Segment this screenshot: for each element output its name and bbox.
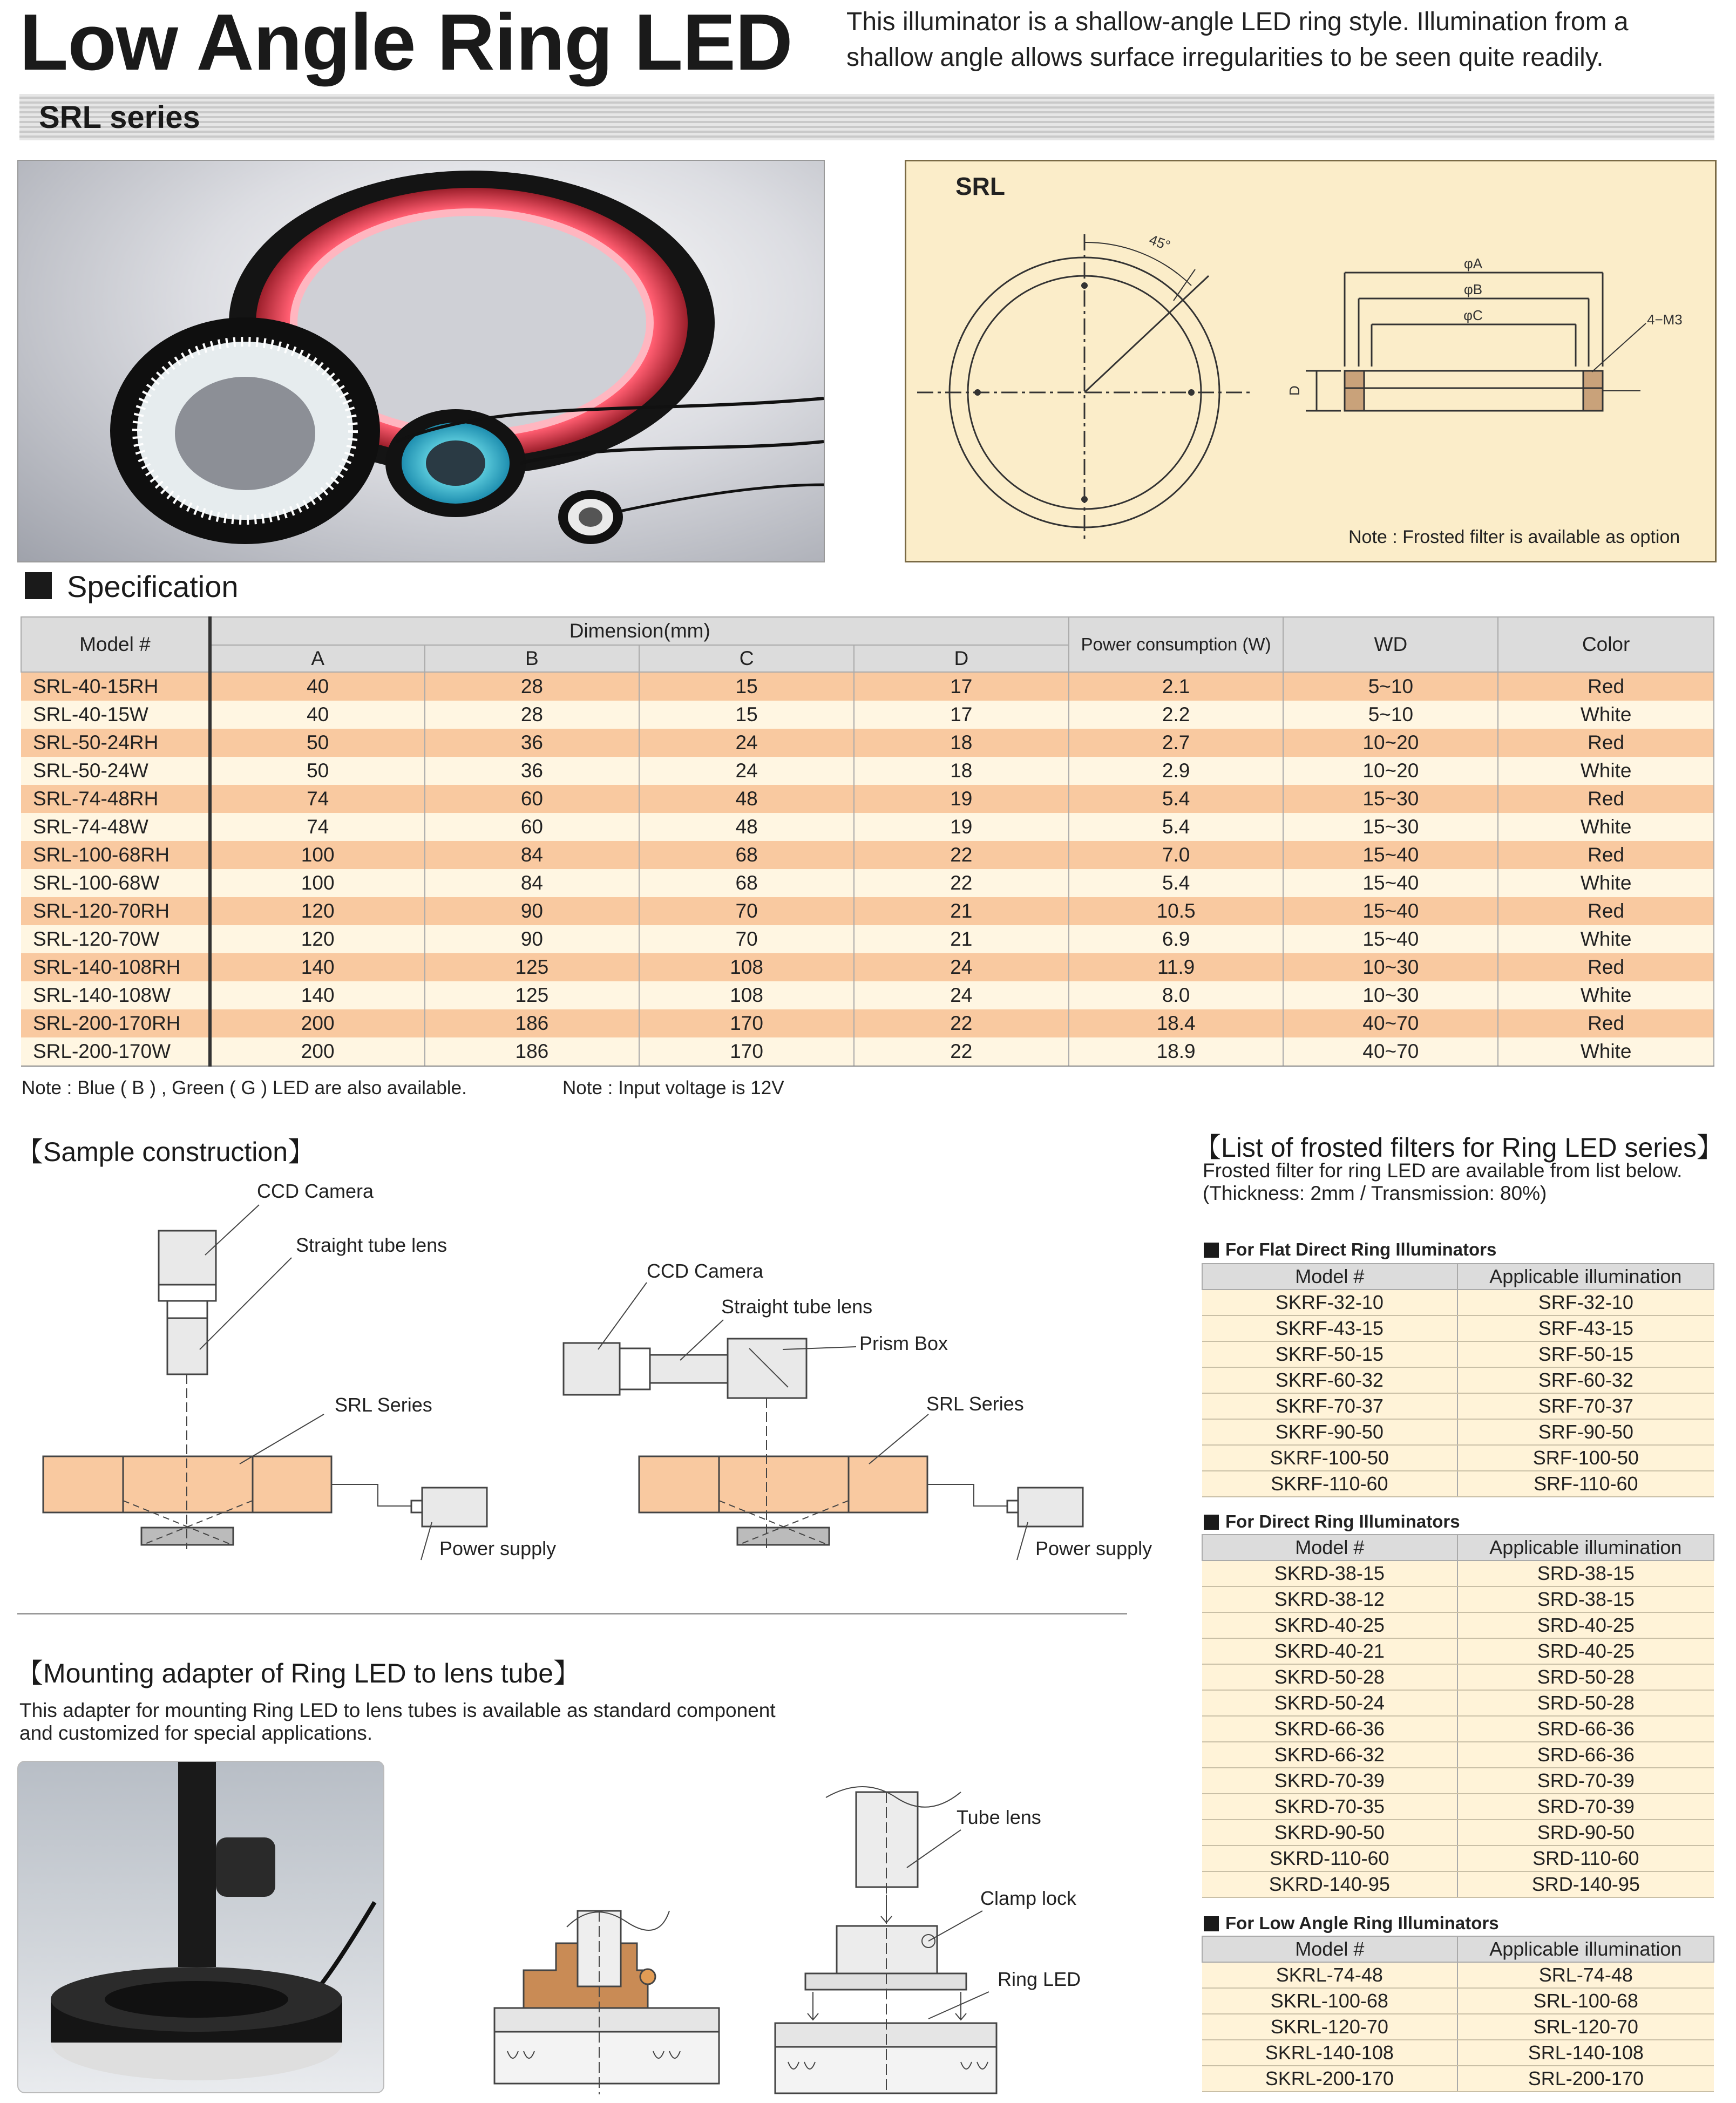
- spec-cell: 48: [639, 785, 854, 813]
- spec-cell: 90: [425, 925, 640, 953]
- spec-cell: 140: [210, 953, 425, 981]
- spec-cell: 18.4: [1069, 1009, 1284, 1037]
- spec-cell: 40: [210, 672, 425, 701]
- spec-cell: White: [1498, 813, 1714, 841]
- dim-c-label: φC: [1463, 307, 1483, 323]
- filter-applicable-cell: SRD-40-25: [1457, 1612, 1714, 1638]
- section-divider: [17, 1613, 1127, 1614]
- spec-cell: 100: [210, 841, 425, 869]
- filters-heading: 【List of frosted filters for Ring LED series】: [1194, 1132, 1724, 1163]
- spec-row: [21, 981, 1714, 1009]
- filter-applicable-cell: SRF-43-15: [1457, 1315, 1714, 1341]
- filter-table-low-angle: [1202, 1936, 1714, 2092]
- col-power: Power consumption (W): [1069, 617, 1284, 672]
- filter-row: [1202, 1393, 1714, 1419]
- spec-cell: 84: [425, 841, 640, 869]
- spec-model-cell: SRL-40-15RH: [21, 672, 210, 701]
- spec-cell: 2.9: [1069, 757, 1284, 785]
- filter-model-cell: SKRF-70-37: [1202, 1393, 1457, 1419]
- spec-cell: Red: [1498, 1009, 1714, 1037]
- filter-table-direct: [1202, 1534, 1714, 1898]
- drawing-title: SRL: [955, 172, 1005, 200]
- filter-col-applicable: Applicable illumination: [1457, 1264, 1714, 1290]
- spec-cell: 70: [639, 925, 854, 953]
- filter-applicable-cell: SRF-90-50: [1457, 1419, 1714, 1445]
- filters-desc-line: Frosted filter for ring LED are available from list below.: [1203, 1159, 1683, 1182]
- clamp-lock-label: Clamp lock: [980, 1887, 1077, 1909]
- tube-lens-label-2: Straight tube lens: [721, 1295, 873, 1318]
- spec-cell: 10~20: [1283, 757, 1498, 785]
- spec-cell: 6.9: [1069, 925, 1284, 953]
- spec-model-cell: SRL-140-108W: [21, 981, 210, 1009]
- spec-note-colors: Note : Blue ( B ) , Green ( G ) LED are also available.: [22, 1077, 467, 1098]
- spec-cell: Red: [1498, 729, 1714, 757]
- filter-col-applicable: Applicable illumination: [1457, 1936, 1714, 1962]
- spec-cell: 170: [639, 1009, 854, 1037]
- spec-model-cell: SRL-120-70RH: [21, 897, 210, 925]
- mounting-diagram: [486, 1781, 1134, 2100]
- filter-model-cell: SKRD-40-25: [1202, 1612, 1457, 1638]
- tube-lens-label: Straight tube lens: [296, 1234, 447, 1256]
- spec-model-cell: SRL-120-70W: [21, 925, 210, 953]
- spec-cell: 40~70: [1283, 1037, 1498, 1066]
- filter-applicable-cell: SRL-100-68: [1457, 1988, 1714, 2014]
- col-model: Model #: [21, 617, 210, 672]
- spec-model-cell: SRL-200-170W: [21, 1037, 210, 1066]
- filter-model-cell: SKRF-50-15: [1202, 1341, 1457, 1367]
- group-bullet-icon: [1204, 1515, 1219, 1530]
- filter-applicable-cell: SRF-60-32: [1457, 1367, 1714, 1393]
- srl-outline-drawing: [906, 161, 1715, 561]
- spec-row: [21, 729, 1714, 757]
- col-c: C: [639, 645, 854, 672]
- spec-cell: White: [1498, 981, 1714, 1009]
- filter-col-model: Model #: [1202, 1264, 1457, 1290]
- spec-cell: 70: [639, 897, 854, 925]
- spec-cell: 90: [425, 897, 640, 925]
- spec-cell: 84: [425, 869, 640, 897]
- spec-cell: 68: [639, 841, 854, 869]
- spec-cell: 74: [210, 813, 425, 841]
- spec-cell: 15~40: [1283, 869, 1498, 897]
- spec-cell: 22: [854, 1037, 1069, 1066]
- spec-cell: 5~10: [1283, 701, 1498, 729]
- filter-model-cell: SKRL-200-170: [1202, 2066, 1457, 2092]
- spec-cell: 140: [210, 981, 425, 1009]
- spec-row: [21, 813, 1714, 841]
- col-d: D: [854, 645, 1069, 672]
- filter-applicable-cell: SRL-140-108: [1457, 2040, 1714, 2066]
- spec-cell: 24: [854, 981, 1069, 1009]
- col-b: B: [425, 645, 640, 672]
- filter-row: [1202, 1290, 1714, 1315]
- spec-cell: 200: [210, 1037, 425, 1066]
- filter-model-cell: SKRD-50-24: [1202, 1690, 1457, 1716]
- spec-cell: 48: [639, 813, 854, 841]
- spec-cell: 50: [210, 729, 425, 757]
- filter-row: [1202, 1471, 1714, 1497]
- filter-row: [1202, 1367, 1714, 1393]
- filter-model-cell: SKRD-70-39: [1202, 1768, 1457, 1794]
- dim-b-label: φB: [1463, 281, 1483, 297]
- filter-model-cell: SKRD-50-28: [1202, 1664, 1457, 1690]
- spec-cell: 5.4: [1069, 813, 1284, 841]
- spec-cell: 15: [639, 672, 854, 701]
- prism-box-label: Prism Box: [859, 1332, 948, 1354]
- mount-adapter-illustration: [18, 1762, 383, 2092]
- filter-applicable-cell: SRD-38-15: [1457, 1586, 1714, 1612]
- filters-description: [1203, 1159, 1710, 1205]
- spec-row: [21, 953, 1714, 981]
- filter-row: [1202, 1445, 1714, 1471]
- filter-model-cell: SKRF-100-50: [1202, 1445, 1457, 1471]
- filter-applicable-cell: SRD-90-50: [1457, 1820, 1714, 1846]
- filter-row: [1202, 1794, 1714, 1820]
- spec-cell: 17: [854, 701, 1069, 729]
- filter-row: [1202, 1768, 1714, 1794]
- dim-d-label: D: [1286, 385, 1303, 396]
- mounting-description: This adapter for mounting Ring LED to lens tubes is available as standard component and customized for special applications.: [19, 1699, 776, 1744]
- filter-applicable-cell: SRF-100-50: [1457, 1445, 1714, 1471]
- filter-row: [1202, 2066, 1714, 2092]
- filter-applicable-cell: SRD-38-15: [1457, 1561, 1714, 1586]
- spec-heading: Specification: [67, 569, 239, 603]
- filter-applicable-cell: SRD-70-39: [1457, 1768, 1714, 1794]
- spec-cell: 186: [425, 1009, 640, 1037]
- filter-table-flat: [1202, 1263, 1714, 1497]
- spec-cell: 36: [425, 729, 640, 757]
- spec-cell: 24: [854, 953, 1069, 981]
- spec-row: [21, 869, 1714, 897]
- spec-row: [21, 785, 1714, 813]
- spec-cell: 186: [425, 1037, 640, 1066]
- filter-applicable-cell: SRD-40-25: [1457, 1638, 1714, 1664]
- spec-cell: 108: [639, 981, 854, 1009]
- spec-row: [21, 897, 1714, 925]
- filter-applicable-cell: SRD-140-95: [1457, 1871, 1714, 1897]
- ccd-camera-label-2: CCD Camera: [647, 1260, 764, 1282]
- spec-cell: White: [1498, 869, 1714, 897]
- spec-cell: 68: [639, 869, 854, 897]
- dim-a-label: φA: [1463, 255, 1483, 272]
- product-photo: [17, 160, 825, 562]
- spec-cell: 18.9: [1069, 1037, 1284, 1066]
- col-color: Color: [1498, 617, 1714, 672]
- spec-cell: 10~30: [1283, 953, 1498, 981]
- spec-cell: Red: [1498, 897, 1714, 925]
- spec-cell: 21: [854, 925, 1069, 953]
- filter-row: [1202, 1612, 1714, 1638]
- col-wd: WD: [1283, 617, 1498, 672]
- spec-cell: 5.4: [1069, 869, 1284, 897]
- spec-cell: 15~30: [1283, 813, 1498, 841]
- ring-led-label: Ring LED: [998, 1968, 1081, 1990]
- srl-series-label-2: SRL Series: [926, 1393, 1024, 1415]
- spec-cell: 28: [425, 701, 640, 729]
- spec-cell: 125: [425, 953, 640, 981]
- spec-cell: 200: [210, 1009, 425, 1037]
- spec-cell: 2.1: [1069, 672, 1284, 701]
- spec-cell: Red: [1498, 785, 1714, 813]
- spec-cell: 22: [854, 841, 1069, 869]
- spec-cell: 5~10: [1283, 672, 1498, 701]
- filter-model-cell: SKRD-90-50: [1202, 1820, 1457, 1846]
- filter-model-cell: SKRD-140-95: [1202, 1871, 1457, 1897]
- spec-model-cell: SRL-50-24W: [21, 757, 210, 785]
- filter-model-cell: SKRD-110-60: [1202, 1846, 1457, 1871]
- filter-applicable-cell: SRF-70-37: [1457, 1393, 1714, 1419]
- spec-cell: 22: [854, 1009, 1069, 1037]
- filter-applicable-cell: SRD-66-36: [1457, 1716, 1714, 1742]
- spec-cell: 120: [210, 897, 425, 925]
- spec-cell: 170: [639, 1037, 854, 1066]
- spec-cell: 18: [854, 729, 1069, 757]
- spec-cell: 15~30: [1283, 785, 1498, 813]
- group-title-direct: For Direct Ring Illuminators: [1225, 1511, 1460, 1531]
- filter-model-cell: SKRF-32-10: [1202, 1290, 1457, 1315]
- filter-model-cell: SKRD-38-15: [1202, 1561, 1457, 1586]
- group-bullet-icon: [1204, 1916, 1219, 1931]
- filter-model-cell: SKRL-100-68: [1202, 1988, 1457, 2014]
- spec-cell: 24: [639, 757, 854, 785]
- spec-cell: 15: [639, 701, 854, 729]
- srl-series-label: SRL Series: [335, 1394, 432, 1416]
- filter-row: [1202, 1419, 1714, 1445]
- tube-lens-mount-label: Tube lens: [957, 1806, 1041, 1828]
- spec-cell: 17: [854, 672, 1069, 701]
- filter-row: [1202, 1341, 1714, 1367]
- spec-model-cell: SRL-100-68W: [21, 869, 210, 897]
- drawing-note: Note : Frosted filter is available as option: [1348, 527, 1680, 547]
- spec-cell: Red: [1498, 672, 1714, 701]
- filter-applicable-cell: SRF-32-10: [1457, 1290, 1714, 1315]
- filter-row: [1202, 1962, 1714, 1988]
- filter-row: [1202, 1846, 1714, 1871]
- filter-row: [1202, 1690, 1714, 1716]
- spec-cell: Red: [1498, 953, 1714, 981]
- filter-row: [1202, 1638, 1714, 1664]
- spec-table: [21, 616, 1714, 1067]
- filter-row: [1202, 2014, 1714, 2040]
- group-bullet-icon: [1204, 1243, 1219, 1258]
- spec-model-cell: SRL-74-48RH: [21, 785, 210, 813]
- filter-row: [1202, 1315, 1714, 1341]
- spec-cell: 10.5: [1069, 897, 1284, 925]
- filter-model-cell: SKRD-66-32: [1202, 1742, 1457, 1768]
- filter-row: [1202, 1742, 1714, 1768]
- filter-model-cell: SKRD-70-35: [1202, 1794, 1457, 1820]
- series-label: SRL series: [39, 100, 200, 135]
- spec-cell: 7.0: [1069, 841, 1284, 869]
- spec-model-cell: SRL-140-108RH: [21, 953, 210, 981]
- spec-row: [21, 925, 1714, 953]
- sample-construction-heading: 【Sample construction】: [16, 1137, 315, 1167]
- spec-cell: 15~40: [1283, 925, 1498, 953]
- mounting-heading: 【Mounting adapter of Ring LED to lens tube】: [16, 1658, 581, 1688]
- power-supply-label-2: Power supply: [1035, 1537, 1152, 1559]
- filter-row: [1202, 1586, 1714, 1612]
- spec-cell: 100: [210, 869, 425, 897]
- spec-cell: 120: [210, 925, 425, 953]
- spec-row: [21, 757, 1714, 785]
- ring-leds-illustration: [18, 161, 824, 561]
- col-a: A: [210, 645, 425, 672]
- filter-applicable-cell: SRD-70-39: [1457, 1794, 1714, 1820]
- spec-model-cell: SRL-100-68RH: [21, 841, 210, 869]
- spec-cell: 74: [210, 785, 425, 813]
- filter-applicable-cell: SRL-74-48: [1457, 1962, 1714, 1988]
- filter-row: [1202, 1820, 1714, 1846]
- spec-note-voltage: Note : Input voltage is 12V: [562, 1077, 784, 1098]
- filter-model-cell: SKRL-74-48: [1202, 1962, 1457, 1988]
- series-banner: [19, 94, 1714, 140]
- spec-row: [21, 672, 1714, 701]
- spec-cell: 40~70: [1283, 1009, 1498, 1037]
- angle-label: 45°: [1147, 231, 1173, 254]
- spec-cell: 2.7: [1069, 729, 1284, 757]
- spec-cell: 125: [425, 981, 640, 1009]
- filter-row: [1202, 1988, 1714, 2014]
- intro-text: This illuminator is a shallow-angle LED ring style. Illumination from a shallow angle allows surface irregularities to be seen quite readily.: [846, 8, 1629, 72]
- filter-model-cell: SKRF-90-50: [1202, 1419, 1457, 1445]
- spec-cell: 21: [854, 897, 1069, 925]
- spec-cell: 8.0: [1069, 981, 1284, 1009]
- spec-cell: 19: [854, 813, 1069, 841]
- filter-applicable-cell: SRD-110-60: [1457, 1846, 1714, 1871]
- spec-model-cell: SRL-200-170RH: [21, 1009, 210, 1037]
- filter-applicable-cell: SRD-50-28: [1457, 1664, 1714, 1690]
- filter-col-model: Model #: [1202, 1535, 1457, 1561]
- spec-row: [21, 1037, 1714, 1066]
- power-supply-label: Power supply: [439, 1537, 557, 1559]
- spec-cell: White: [1498, 925, 1714, 953]
- filter-applicable-cell: SRF-50-15: [1457, 1341, 1714, 1367]
- filter-model-cell: SKRD-66-36: [1202, 1716, 1457, 1742]
- spec-cell: 19: [854, 785, 1069, 813]
- filter-model-cell: SKRF-43-15: [1202, 1315, 1457, 1341]
- filter-applicable-cell: SRL-200-170: [1457, 2066, 1714, 2092]
- spec-cell: White: [1498, 701, 1714, 729]
- spec-model-cell: SRL-50-24RH: [21, 729, 210, 757]
- spec-cell: 50: [210, 757, 425, 785]
- group-title-flat: For Flat Direct Ring Illuminators: [1225, 1239, 1497, 1259]
- filter-row: [1202, 1716, 1714, 1742]
- spec-cell: 2.2: [1069, 701, 1284, 729]
- spec-cell: 60: [425, 785, 640, 813]
- spec-row: [21, 1009, 1714, 1037]
- section-bullet-icon: [25, 572, 52, 599]
- spec-cell: White: [1498, 757, 1714, 785]
- col-dimension: Dimension(mm): [210, 617, 1069, 645]
- spec-cell: 40: [210, 701, 425, 729]
- filter-model-cell: SKRD-40-21: [1202, 1638, 1457, 1664]
- spec-cell: 15~40: [1283, 897, 1498, 925]
- filter-applicable-cell: SRF-110-60: [1457, 1471, 1714, 1497]
- spec-cell: 28: [425, 672, 640, 701]
- spec-cell: 36: [425, 757, 640, 785]
- spec-row: [21, 701, 1714, 729]
- filter-applicable-cell: SRL-120-70: [1457, 2014, 1714, 2040]
- spec-cell: 60: [425, 813, 640, 841]
- ccd-camera-label: CCD Camera: [257, 1180, 374, 1202]
- filters-spec-line: (Thickness: 2mm / Transmission: 80%): [1203, 1182, 1547, 1204]
- spec-cell: 22: [854, 869, 1069, 897]
- filter-col-applicable: Applicable illumination: [1457, 1535, 1714, 1561]
- filter-model-cell: SKRD-38-12: [1202, 1586, 1457, 1612]
- filter-applicable-cell: SRD-66-36: [1457, 1742, 1714, 1768]
- filter-model-cell: SKRL-140-108: [1202, 2040, 1457, 2066]
- group-title-low-angle: For Low Angle Ring Illuminators: [1225, 1913, 1499, 1933]
- spec-cell: 108: [639, 953, 854, 981]
- filter-row: [1202, 2040, 1714, 2066]
- spec-cell: White: [1498, 1037, 1714, 1066]
- spec-cell: 10~30: [1283, 981, 1498, 1009]
- filter-applicable-cell: SRD-50-28: [1457, 1690, 1714, 1716]
- spec-cell: 11.9: [1069, 953, 1284, 981]
- dimension-drawing: [905, 160, 1717, 562]
- sample-construction-diagram: [0, 1161, 1177, 1571]
- filter-model-cell: SKRF-110-60: [1202, 1471, 1457, 1497]
- screw-label: 4−M3: [1647, 311, 1683, 328]
- spec-cell: 24: [639, 729, 854, 757]
- filter-model-cell: SKRF-60-32: [1202, 1367, 1457, 1393]
- filter-row: [1202, 1561, 1714, 1586]
- spec-cell: 5.4: [1069, 785, 1284, 813]
- filter-row: [1202, 1664, 1714, 1690]
- spec-model-cell: SRL-74-48W: [21, 813, 210, 841]
- spec-model-cell: SRL-40-15W: [21, 701, 210, 729]
- spec-row: [21, 841, 1714, 869]
- spec-cell: Red: [1498, 841, 1714, 869]
- filter-row: [1202, 1871, 1714, 1897]
- page-title: Low Angle Ring LED: [19, 0, 792, 87]
- mounting-photo: [17, 1761, 384, 2093]
- spec-cell: 18: [854, 757, 1069, 785]
- filter-col-model: Model #: [1202, 1936, 1457, 1962]
- filter-model-cell: SKRL-120-70: [1202, 2014, 1457, 2040]
- spec-cell: 15~40: [1283, 841, 1498, 869]
- spec-cell: 10~20: [1283, 729, 1498, 757]
